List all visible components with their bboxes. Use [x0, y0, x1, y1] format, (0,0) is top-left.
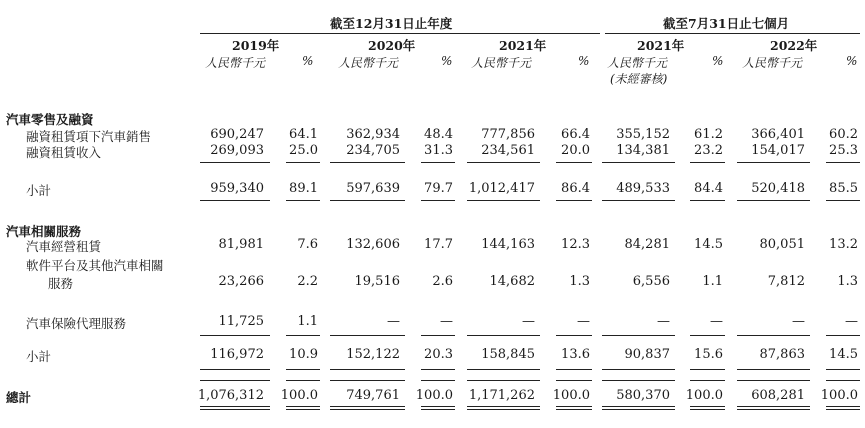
pct-2020: % [441, 54, 453, 68]
rule-a-2 [330, 162, 405, 163]
unaudited-note: (未經審核) [610, 72, 668, 86]
rule-d-9 [826, 369, 860, 370]
cell-r5-0: 11,725 [218, 314, 264, 329]
cell-s2-3: 20.3 [424, 347, 453, 362]
rule-e-1 [286, 380, 320, 381]
cell-total-9: 100.0 [820, 388, 858, 403]
rule-b-3 [421, 200, 455, 201]
cell-r1-5: 66.4 [561, 127, 590, 142]
header-group-7m: 截至7月31日止七個月 [663, 16, 790, 31]
cell-r2-1: 25.0 [289, 143, 318, 158]
rule-a-5 [556, 162, 592, 163]
rule-a-0 [200, 162, 270, 163]
cell-r1-7: 61.2 [694, 127, 723, 142]
rule-e-0 [200, 380, 270, 381]
year-2021: 2021年 [499, 38, 547, 53]
cell-r5-4: — [522, 314, 535, 329]
section-related-services: 汽車相關服務 [6, 224, 82, 239]
cell-r2-9: 25.3 [829, 143, 858, 158]
rule-g-9 [826, 409, 860, 410]
rule-c-8 [737, 335, 810, 336]
cell-s1-7: 84.4 [694, 181, 723, 196]
rule-b-9 [826, 200, 860, 201]
row-label-insurance: 汽車保險代理服務 [26, 316, 127, 331]
rule-e-4 [467, 380, 540, 381]
cell-total-5: 100.0 [552, 388, 590, 403]
cell-r4-6: 6,556 [632, 274, 670, 289]
unit-2021-7m: 人民幣千元 [607, 56, 668, 70]
cell-r1-9: 60.2 [829, 127, 858, 142]
pct-2022-7m: % [846, 54, 858, 68]
unit-2021: 人民幣千元 [471, 56, 532, 70]
rule-c-5 [556, 335, 592, 336]
cell-total-1: 100.0 [280, 388, 318, 403]
cell-s1-6: 489,533 [616, 181, 670, 196]
cell-r3-5: 12.3 [561, 237, 590, 252]
cell-r4-2: 19,516 [354, 274, 400, 289]
cell-r5-3: — [440, 314, 453, 329]
cell-total-2: 749,761 [346, 388, 400, 403]
cell-r3-0: 81,981 [218, 237, 264, 252]
cell-r2-3: 31.3 [424, 143, 453, 158]
cell-r3-7: 14.5 [694, 237, 723, 252]
cell-s1-9: 85.5 [829, 181, 858, 196]
rule-g-0 [200, 409, 270, 410]
row-label-income: 融資租賃收入 [26, 145, 102, 160]
rule-b-5 [556, 200, 592, 201]
cell-s1-3: 79.7 [424, 181, 453, 196]
rule-c-9 [826, 335, 860, 336]
rule-g-6 [602, 409, 675, 410]
cell-r1-0: 690,247 [210, 127, 264, 142]
cell-s2-2: 152,122 [346, 347, 400, 362]
header-underline-fy [200, 33, 600, 34]
cell-s1-4: 1,012,417 [468, 181, 535, 196]
cell-total-7: 100.0 [685, 388, 723, 403]
rule-f-3 [421, 406, 455, 407]
rule-d-5 [556, 369, 592, 370]
rule-a-9 [826, 162, 860, 163]
cell-total-4: 1,171,262 [468, 388, 535, 403]
cell-r5-1: 1.1 [297, 314, 318, 329]
rule-g-5 [556, 409, 592, 410]
cell-r3-9: 13.2 [829, 237, 858, 252]
cell-r5-8: — [792, 314, 805, 329]
cell-r1-2: 362,934 [346, 127, 400, 142]
rule-c-1 [286, 335, 320, 336]
rule-e-5 [556, 380, 592, 381]
cell-s1-2: 597,639 [346, 181, 400, 196]
row-label-operating-lease: 汽車經營租賃 [26, 239, 102, 254]
cell-r3-6: 84,281 [624, 237, 670, 252]
cell-s1-8: 520,418 [751, 181, 805, 196]
rule-f-2 [330, 406, 405, 407]
cell-s1-5: 86.4 [561, 181, 590, 196]
rule-c-7 [690, 335, 725, 336]
cell-r1-8: 366,401 [751, 127, 805, 142]
cell-total-3: 100.0 [415, 388, 453, 403]
cell-r4-3: 2.6 [432, 274, 453, 289]
rule-g-1 [286, 409, 320, 410]
rule-b-8 [737, 200, 810, 201]
rule-b-1 [286, 200, 320, 201]
cell-r5-6: — [657, 314, 670, 329]
rule-b-2 [330, 200, 405, 201]
rule-e-6 [602, 380, 675, 381]
row-label-subtotal-1: 小計 [26, 183, 52, 198]
rule-d-2 [330, 369, 405, 370]
cell-total-0: 1,076,312 [197, 388, 264, 403]
rule-g-7 [690, 409, 725, 410]
rule-g-8 [737, 409, 810, 410]
rule-d-3 [421, 369, 455, 370]
year-2020: 2020年 [368, 38, 416, 53]
rule-g-2 [330, 409, 405, 410]
cell-total-8: 608,281 [751, 388, 805, 403]
rule-g-3 [421, 409, 455, 410]
rule-d-4 [467, 369, 540, 370]
rule-f-0 [200, 406, 270, 407]
cell-r4-1: 2.2 [297, 274, 318, 289]
rule-f-9 [826, 406, 860, 407]
rule-e-2 [330, 380, 405, 381]
pct-2019: % [302, 54, 314, 68]
cell-r3-4: 144,163 [481, 237, 535, 252]
row-label-total: 總計 [6, 390, 32, 405]
rule-f-5 [556, 406, 592, 407]
rule-b-6 [602, 200, 675, 201]
cell-r1-6: 355,152 [616, 127, 670, 142]
pct-2021: % [578, 54, 590, 68]
cell-r1-3: 48.4 [424, 127, 453, 142]
pct-2021-7m: % [712, 54, 724, 68]
cell-r4-5: 1.3 [569, 274, 590, 289]
rule-c-2 [330, 335, 405, 336]
cell-r3-8: 80,051 [759, 237, 805, 252]
cell-r3-3: 17.7 [424, 237, 453, 252]
rule-e-7 [690, 380, 725, 381]
rule-d-7 [690, 369, 725, 370]
row-label-sales: 融資租賃項下汽車銷售 [26, 129, 152, 144]
cell-r1-1: 64.1 [289, 127, 318, 142]
rule-b-0 [200, 200, 270, 201]
rule-d-8 [737, 369, 810, 370]
cell-s2-0: 116,972 [210, 347, 264, 362]
rule-a-4 [467, 162, 540, 163]
unit-2022-7m: 人民幣千元 [742, 56, 803, 70]
row-label-software-b: 服務 [48, 276, 74, 291]
rule-c-0 [200, 335, 270, 336]
cell-r4-4: 14,682 [489, 274, 535, 289]
cell-s2-1: 10.9 [289, 347, 318, 362]
cell-r4-0: 23,266 [218, 274, 264, 289]
year-2022-7m: 2022年 [770, 38, 818, 53]
row-label-subtotal-2: 小計 [26, 349, 52, 364]
rule-b-4 [467, 200, 540, 201]
rule-e-8 [737, 380, 810, 381]
cell-r2-8: 154,017 [751, 143, 805, 158]
cell-s2-5: 13.6 [561, 347, 590, 362]
rule-f-6 [602, 406, 675, 407]
row-label-software-a: 軟件平台及其他汽車相關 [26, 258, 164, 273]
cell-r2-4: 234,561 [481, 143, 535, 158]
cell-s2-9: 14.5 [829, 347, 858, 362]
unit-2020: 人民幣千元 [338, 56, 399, 70]
cell-r5-2: — [387, 314, 400, 329]
cell-s1-1: 89.1 [289, 181, 318, 196]
cell-s2-8: 87,863 [759, 347, 805, 362]
section-retail-finance: 汽車零售及融資 [6, 112, 94, 127]
rule-a-6 [602, 162, 675, 163]
rule-c-4 [467, 335, 540, 336]
cell-r2-7: 23.2 [694, 143, 723, 158]
cell-r4-9: 1.3 [837, 274, 858, 289]
rule-f-4 [467, 406, 540, 407]
cell-r2-2: 234,705 [346, 143, 400, 158]
rule-d-6 [602, 369, 675, 370]
rule-a-7 [690, 162, 725, 163]
cell-r3-2: 132,606 [346, 237, 400, 252]
rule-g-4 [467, 409, 540, 410]
cell-r4-8: 7,812 [767, 274, 805, 289]
rule-c-6 [602, 335, 675, 336]
cell-r2-0: 269,093 [210, 143, 264, 158]
unit-2019: 人民幣千元 [205, 56, 266, 70]
rule-e-9 [826, 380, 860, 381]
rule-b-7 [690, 200, 725, 201]
rule-f-7 [690, 406, 725, 407]
rule-f-1 [286, 406, 320, 407]
cell-s2-7: 15.6 [694, 347, 723, 362]
rule-f-8 [737, 406, 810, 407]
rule-d-1 [286, 369, 320, 370]
cell-r5-5: — [577, 314, 590, 329]
cell-r3-1: 7.6 [297, 237, 318, 252]
cell-r2-5: 20.0 [561, 143, 590, 158]
cell-r4-7: 1.1 [702, 274, 723, 289]
cell-r2-6: 134,381 [616, 143, 670, 158]
cell-r5-9: — [845, 314, 858, 329]
cell-s1-0: 959,340 [210, 181, 264, 196]
rule-d-0 [200, 369, 270, 370]
rule-a-3 [421, 162, 455, 163]
header-underline-7m [605, 33, 860, 34]
cell-r1-4: 777,856 [481, 127, 535, 142]
cell-total-6: 580,370 [616, 388, 670, 403]
rule-a-1 [286, 162, 320, 163]
cell-s2-4: 158,845 [481, 347, 535, 362]
header-group-fy: 截至12月31日止年度 [330, 16, 453, 31]
cell-s2-6: 90,837 [624, 347, 670, 362]
rule-e-3 [421, 380, 455, 381]
year-2021-7m: 2021年 [637, 38, 685, 53]
rule-c-3 [421, 335, 455, 336]
rule-a-8 [737, 162, 810, 163]
cell-r5-7: — [710, 314, 723, 329]
year-2019: 2019年 [232, 38, 280, 53]
